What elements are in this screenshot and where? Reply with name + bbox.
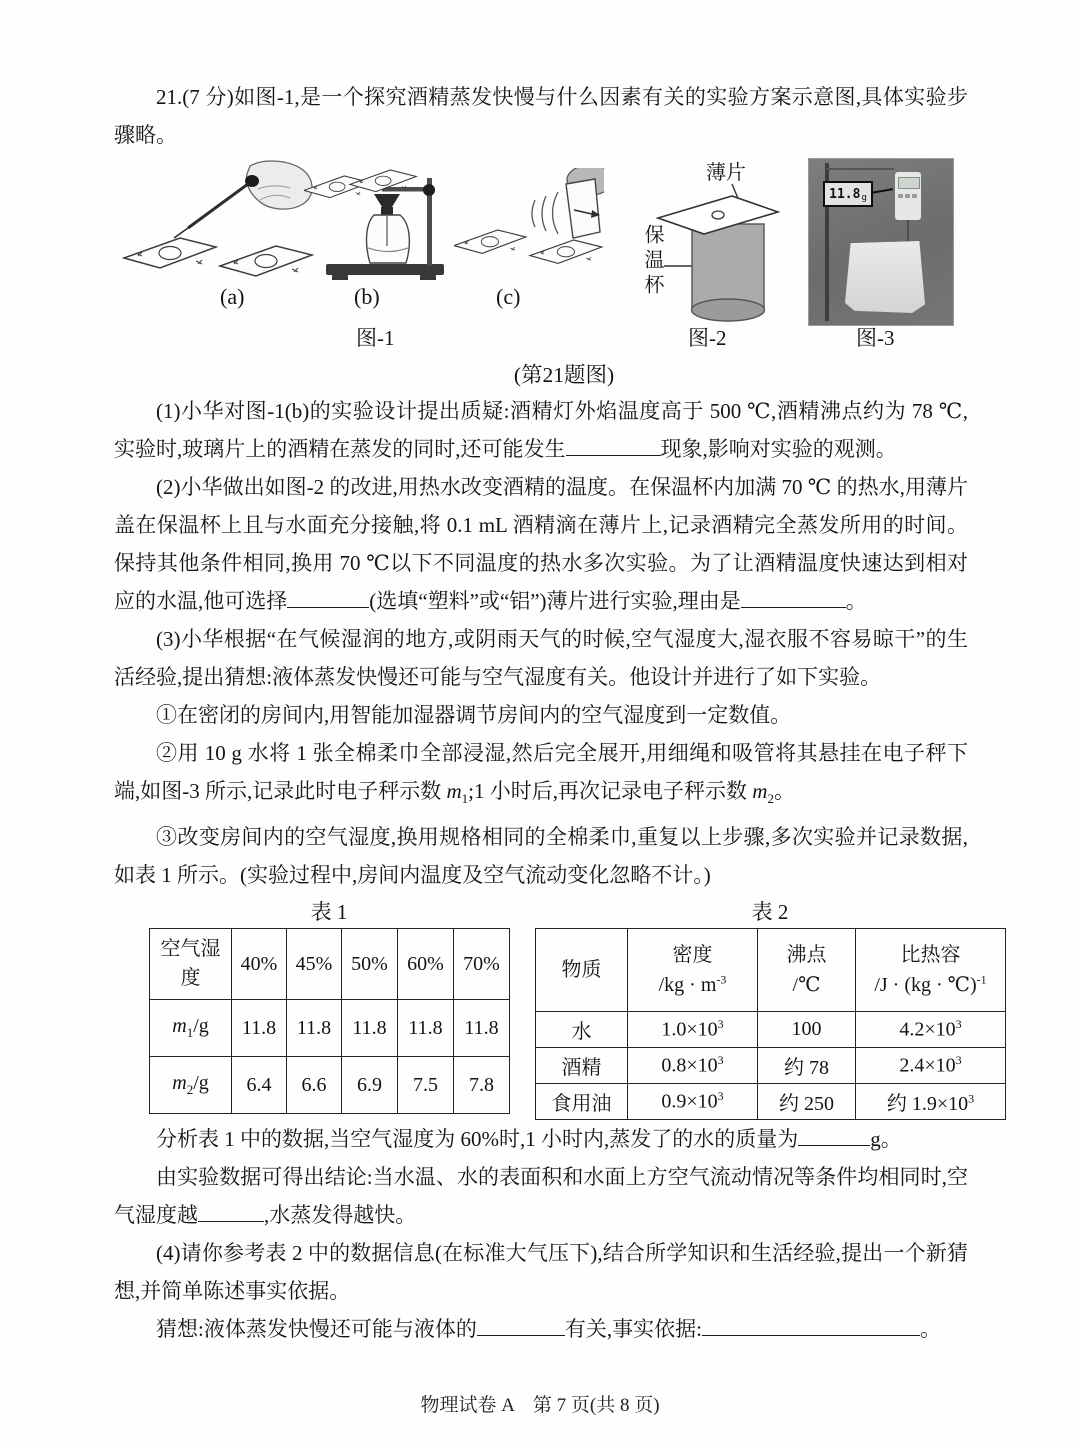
table1-header-cell: 50% (342, 929, 398, 1000)
table1-header-cell: 60% (398, 929, 454, 1000)
figure-2-drawing (632, 182, 800, 330)
scale-reading: 11.8 (829, 186, 861, 202)
answer-blank-3 (741, 605, 846, 608)
figure-1-caption: 图-1 (356, 326, 395, 350)
part3-step2-text-2: ;1 小时后,再次记录电子秤示数 (468, 779, 753, 803)
part1-text-2: 现象,影响对实验的观测。 (660, 437, 897, 461)
part1-text-1: (1)小华对图-1(b)的实验设计提出质疑:酒精灯外焰温度高于 500 ℃,酒精沸点约为 78 ℃,实验时,玻璃片上的酒精在蒸发的同时,还可能发生 (114, 399, 968, 461)
table2-cell: $2.4\times 10^3$ (856, 1048, 1006, 1084)
scale-button (912, 194, 917, 198)
table1-corner-cell: 空气湿度 (150, 929, 232, 1000)
figure-1b-label: (b) (354, 284, 380, 309)
figure-1a-label: (a) (220, 284, 245, 309)
answer-blank-2 (287, 605, 369, 608)
stand-arm (826, 168, 894, 170)
symbol-m2-sub: 2 (767, 791, 774, 807)
table1-cell: 11.8 (287, 1000, 342, 1057)
table2-cell: $0.8\times 10^3$ (628, 1048, 758, 1084)
scale-button (905, 194, 910, 198)
guess-text-3: 。 (919, 1317, 941, 1342)
table-1-block (149, 898, 509, 1120)
table2-cell: 水 (536, 1012, 628, 1048)
table2-cell: 酒精 (536, 1048, 628, 1084)
electronic-scale (895, 172, 921, 220)
analysis-paragraph (114, 1120, 968, 1158)
table1-cell: 11.8 (398, 1000, 454, 1057)
tables-row (149, 898, 1005, 1120)
table1-cell: 11.8 (232, 1000, 287, 1057)
figure-3-photo (808, 158, 954, 326)
part2-text-1: (2)小华做出如图-2 的改进,用热水改变酒精的温度。在保温杯内加满 70 ℃ 的热水,用薄片盖在保温杯上且与水面充分接触,将 0.1 mL 酒精滴在薄片上,记录酒精完全蒸发所用的时间。保持其他条件相同,换用 70 ℃以下不同温度的热水多次实验。为了让酒精温度快速达到相对应的水温,他可选择 (114, 475, 968, 613)
sheet-label: 薄片 (706, 162, 746, 184)
part3-step3-paragraph (114, 818, 968, 894)
table1-cell: 11.8 (454, 1000, 510, 1057)
analysis-text-1: 分析表 1 中的数据,当空气湿度为 60%时,1 小时内,蒸发了的水的质量为 (156, 1127, 799, 1152)
question-21-intro (114, 78, 968, 154)
answer-blank-5 (198, 1219, 264, 1222)
table-1-title: 表 1 (310, 900, 348, 925)
towel (845, 241, 925, 313)
scale-button (898, 194, 903, 198)
table-2 (535, 928, 1006, 1120)
table2-cell: $0.9\times 10^3$ (628, 1084, 758, 1120)
symbol-m: m (752, 779, 768, 803)
figure-group-caption: (第21题图) (513, 363, 615, 387)
table1-row-label: $m_2/g$ (150, 1057, 232, 1114)
guess-text-1: 猜想:液体蒸发快慢还可能与液体的 (156, 1317, 477, 1342)
answer-blank-4 (798, 1143, 870, 1146)
table1-header-cell: 45% (287, 929, 342, 1000)
table2-header-cell: 物质 (536, 929, 628, 1012)
part3-intro-paragraph (114, 620, 968, 696)
part3-step1-paragraph (114, 696, 968, 734)
page-footer: 物理试卷 A 第 7 页(共 8 页) (420, 1395, 660, 1416)
callout-pointer (871, 188, 893, 194)
table2-cell: 约 250 (758, 1084, 856, 1120)
thermos-cup-label: 保温杯 (641, 224, 663, 299)
table2-cell: 食用油 (536, 1084, 628, 1120)
guess-text-2: 有关,事实依据: (564, 1317, 702, 1342)
figure-3-block (806, 158, 958, 358)
analysis-text-2: g。 (870, 1127, 902, 1152)
table2-cell: 约 $1.9\times 10^3$ (856, 1084, 1006, 1120)
conclusion-paragraph (114, 1158, 968, 1234)
table1-cell: 7.5 (398, 1057, 454, 1114)
answer-blank-7 (702, 1333, 920, 1336)
part3-step2-text-3: 。 (773, 779, 795, 803)
table2-cell: 100 (758, 1012, 856, 1048)
part2-text-2: (选填“塑料”或“铝”)薄片进行实验,理由是 (369, 589, 741, 613)
figure-1c-label: (c) (496, 284, 521, 309)
figure-1b-illustration (304, 166, 456, 284)
scale-display (823, 181, 873, 207)
table1-row-label: $m_1/g$ (150, 1000, 232, 1057)
table2-cell: $1.0\times 10^3$ (628, 1012, 758, 1048)
figure-group-q21 (114, 158, 968, 358)
guess-paragraph (114, 1310, 968, 1348)
table1-header-cell: 70% (454, 929, 510, 1000)
hanging-string (907, 220, 909, 242)
scale-unit: g (861, 193, 867, 203)
table2-cell: 约 78 (758, 1048, 856, 1084)
table2-header-cell: 密度 $/kg \cdot m^{-3}$ (628, 929, 758, 1012)
question-21-intro-text: 21.(7 分)如图-1,是一个探究酒精蒸发快慢与什么因素有关的实验方案示意图,具体实验步骤略。 (114, 85, 968, 147)
part2-paragraph (114, 468, 968, 620)
conclusion-text-1: 由实验数据可得出结论:当水温、水的表面积和水面上方空气流动情况等条件均相同时,空气湿度越 (114, 1165, 968, 1228)
part2-text-3: 。 (845, 589, 867, 613)
table-2-title: 表 2 (751, 900, 789, 925)
part3-step2-paragraph (114, 734, 968, 818)
figure-2-caption: 图-2 (688, 326, 727, 350)
table-2-block (535, 898, 1005, 1120)
figure-1a-illustration (122, 160, 322, 284)
answer-blank-6 (477, 1333, 565, 1336)
part4-text: (4)请你参考表 2 中的数据信息(在标准大气压下),结合所学知识和生活经验,提出一个新猜想,并简单陈述事实依据。 (114, 1241, 968, 1304)
figure-3-caption: 图-3 (856, 326, 895, 350)
part3-intro-text: (3)小华根据“在气候湿润的地方,或阴雨天气的时候,空气湿度大,湿衣服不容易晾干”的生活经验,提出猜想:液体蒸发快慢还可能与空气湿度有关。他设计并进行了如下实验。 (114, 627, 968, 689)
part3-step3-text: ③改变房间内的空气湿度,换用规格相同的全棉柔巾,重复以上步骤,多次实验并记录数据,如表 1 所示。(实验过程中,房间内温度及空气流动变化忽略不计。) (114, 825, 968, 888)
part1-paragraph (114, 392, 968, 468)
table1-cell: 6.9 (342, 1057, 398, 1114)
table1-cell: 6.4 (232, 1057, 287, 1114)
table1-cell: 11.8 (342, 1000, 398, 1057)
table-1 (149, 928, 510, 1114)
table2-header-cell: 沸点 /℃ (758, 929, 856, 1012)
part4-paragraph (114, 1234, 968, 1310)
answer-blank-1 (566, 453, 661, 456)
symbol-m1-sub: 1 (461, 791, 469, 807)
table2-cell: $4.2\times 10^3$ (856, 1012, 1006, 1048)
part3-step2-text-1: ②用 10 g 水将 1 张全棉柔巾全部浸湿,然后完全展开,用细绳和吸管将其悬挂在电子秤下端,如图-3 所示,记录此时电子秤示数 (114, 741, 968, 803)
scale-window (898, 177, 920, 189)
part3-step1-text: ①在密闭的房间内,用智能加湿器调节房间内的空气湿度到一定数值。 (156, 703, 792, 727)
page-content (114, 78, 987, 1348)
table1-header-cell: 40% (232, 929, 287, 1000)
table1-cell: 6.6 (287, 1057, 342, 1114)
figure-1c-illustration (454, 168, 604, 290)
table2-header-cell: 比热容 /J · (kg · ℃)$^{-1}$ (856, 929, 1006, 1012)
symbol-m: m (446, 779, 462, 803)
table1-cell: 7.8 (454, 1057, 510, 1114)
figure-2-illustration (632, 158, 800, 358)
conclusion-text-2: ,水蒸发得越快。 (264, 1203, 417, 1228)
